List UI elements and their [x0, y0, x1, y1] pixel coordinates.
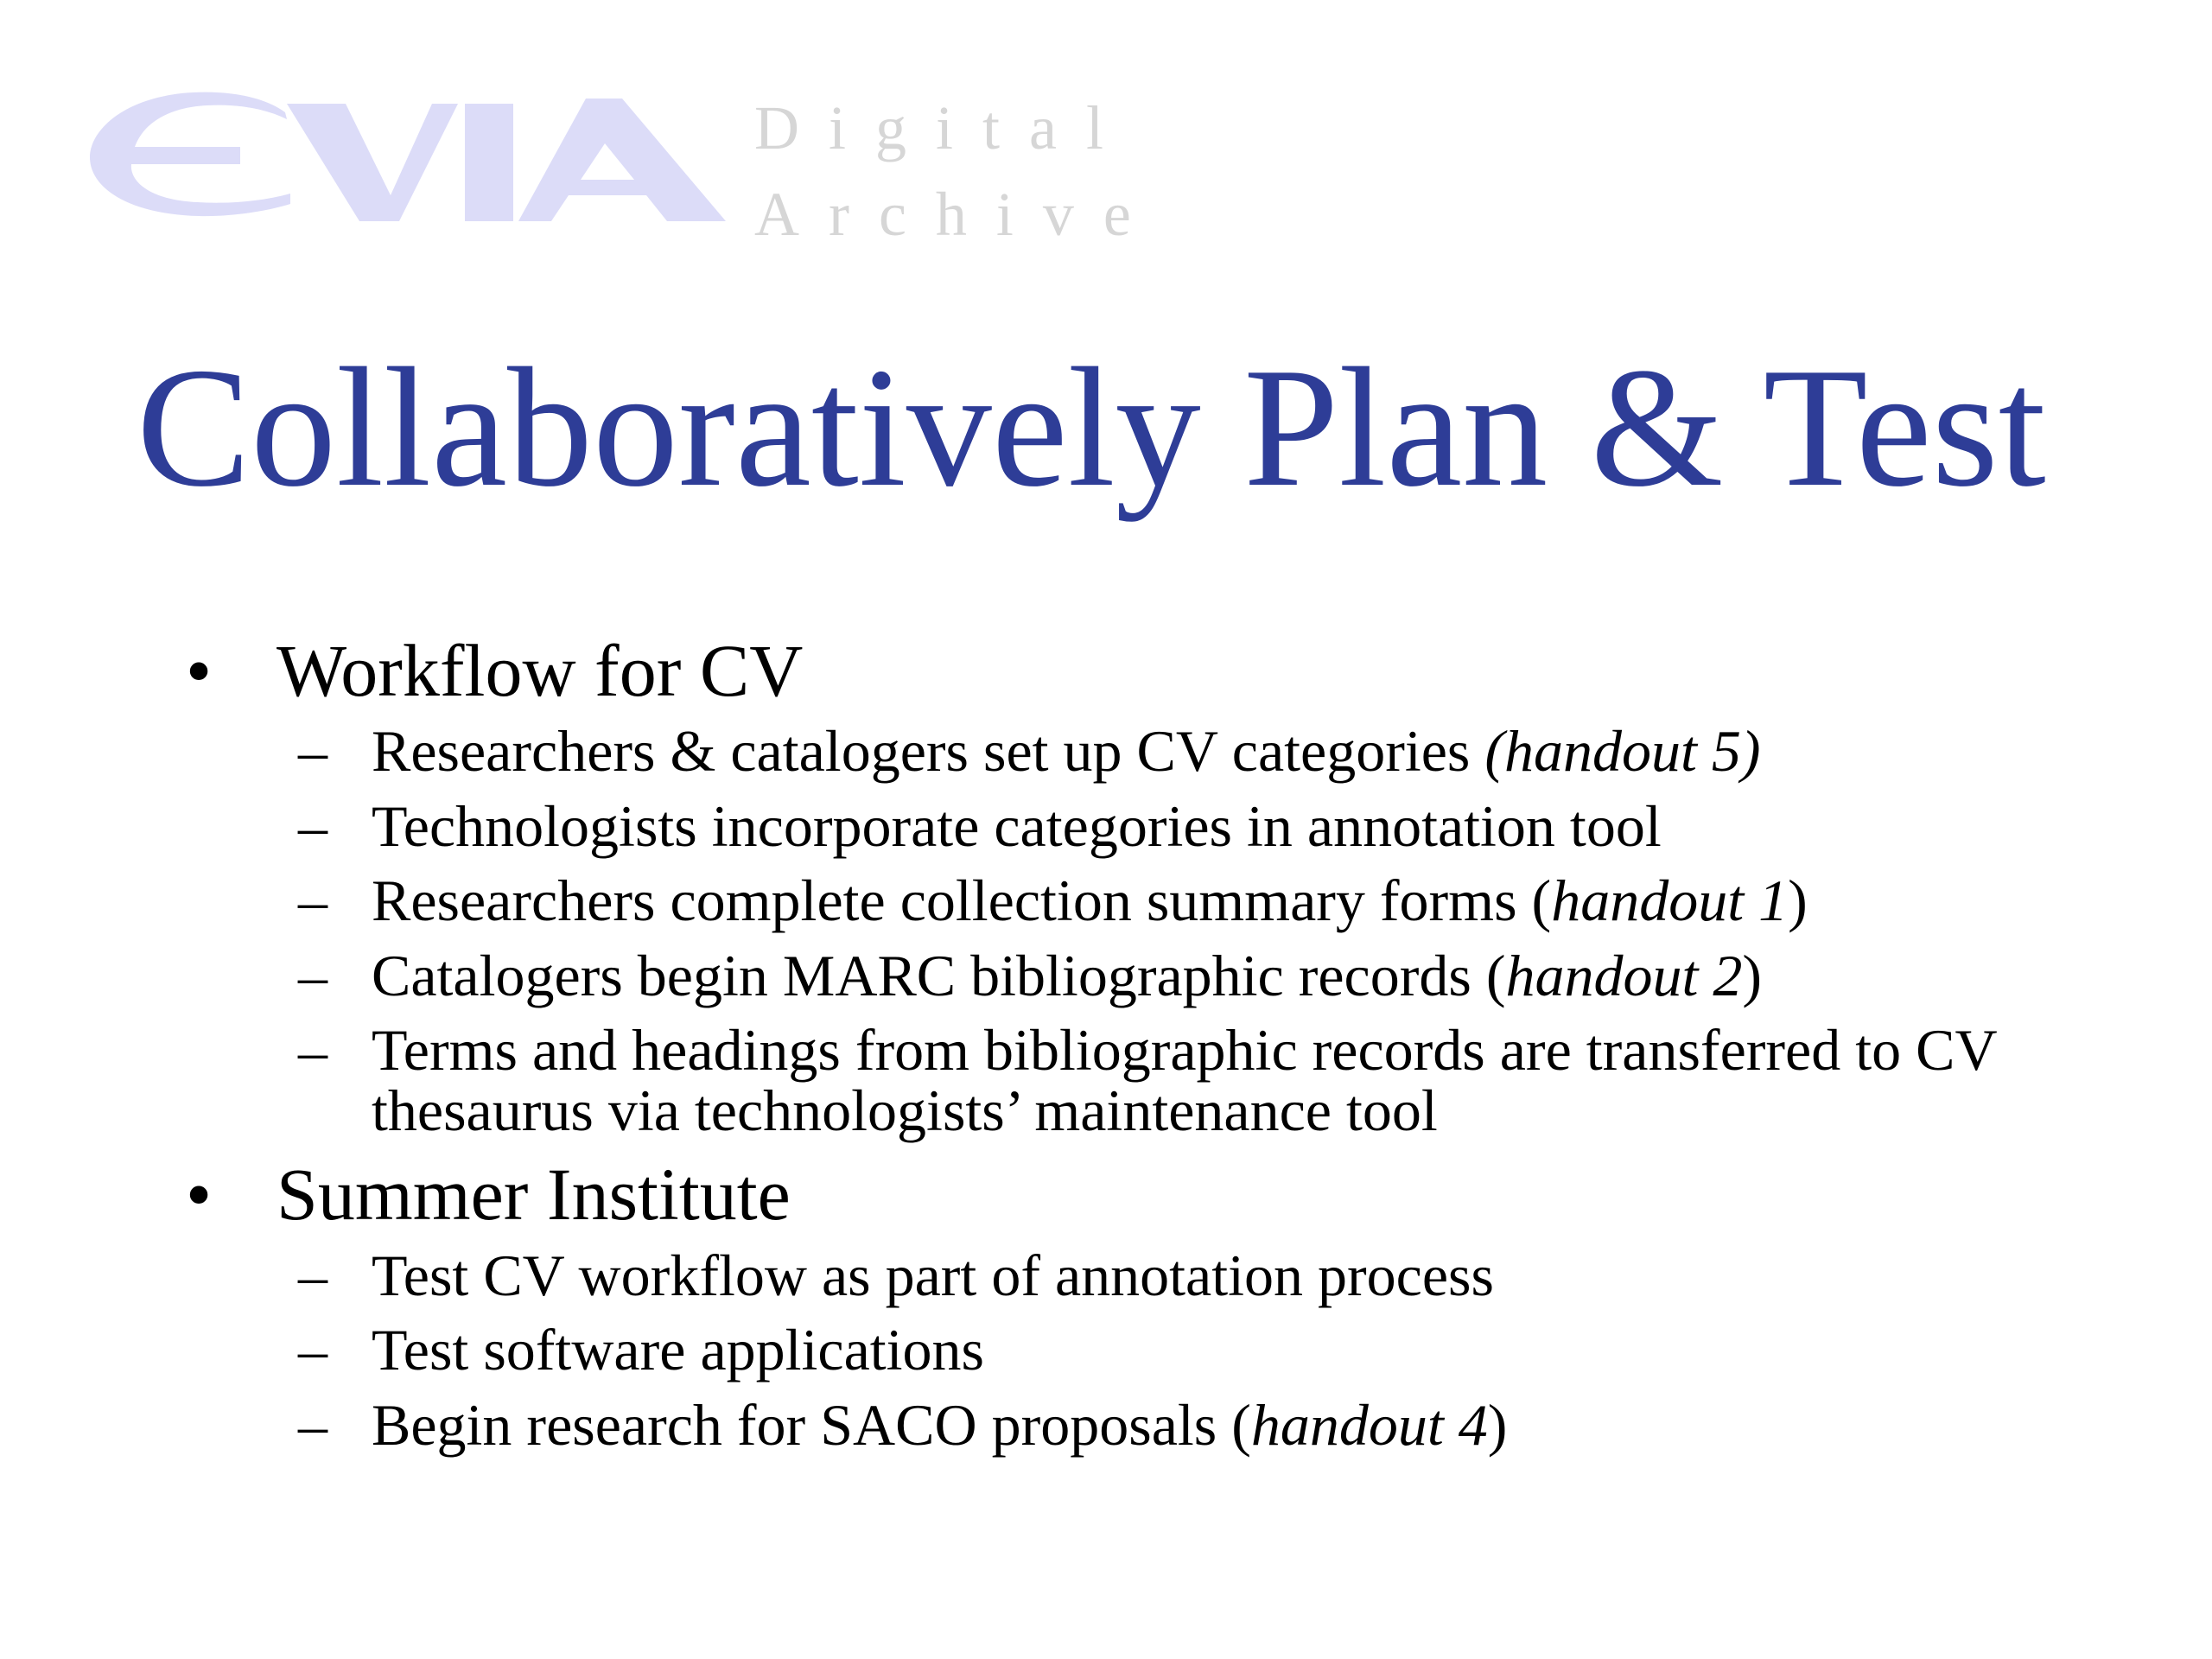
dash-marker: – [298, 1392, 327, 1458]
bullet-text: Summer Institute [276, 1153, 791, 1236]
dash-marker: – [298, 1317, 327, 1382]
sub-bullet-closing: ) [1487, 1392, 1508, 1458]
slide-title: Collaboratively Plan & Test [137, 333, 2046, 522]
dash-marker: – [298, 1243, 327, 1308]
handout-reference: (handout 5) [1484, 718, 1761, 784]
sub-bullet-main: Catalogers begin MARC bibliographic records ( [372, 943, 1506, 1008]
dash-marker: – [298, 718, 327, 784]
dash-marker: – [298, 793, 327, 859]
sub-bullet-text [372, 944, 2100, 1007]
sub-bullet-text [372, 1394, 2100, 1456]
dash-marker: – [298, 943, 327, 1008]
sub-bullet-main: Begin research for SACO proposals ( [372, 1392, 1251, 1458]
sub-bullet-text: Test software applications [372, 1317, 985, 1382]
sub-bullet-text: Test CV workflow as part of annotation process [372, 1243, 1494, 1308]
sub-bullet-closing: ) [1742, 943, 1763, 1008]
sub-bullet-main: Researchers complete collection summary forms ( [372, 868, 1552, 933]
logo-subtitle-line-2: Archive [754, 180, 1160, 249]
handout-reference: handout 4 [1250, 1392, 1488, 1458]
handout-reference: handout 2 [1505, 943, 1743, 1008]
logo-subtitle-line-1: Digital [754, 93, 1133, 162]
bullet-dot: • [186, 629, 213, 712]
sub-bullet-text: Terms and headings from bibliographic records are transferred to CV thesaurus via technologists’ maintenance tool [372, 1017, 1997, 1143]
dash-marker: – [298, 1018, 327, 1084]
sub-bullet-main: Researchers & catalogers set up CV categories [372, 718, 1485, 784]
handout-reference: handout 1 [1551, 868, 1789, 933]
sub-bullet-text [372, 869, 2100, 931]
sub-bullet-text: Technologists incorporate categories in annotation tool [372, 793, 1662, 859]
dash-marker: – [298, 868, 327, 933]
bullet-text: Workflow for CV [276, 629, 804, 712]
bullet-dot: • [186, 1153, 213, 1236]
sub-bullet-text [372, 720, 2100, 782]
sub-bullet-closing: ) [1788, 868, 1808, 933]
